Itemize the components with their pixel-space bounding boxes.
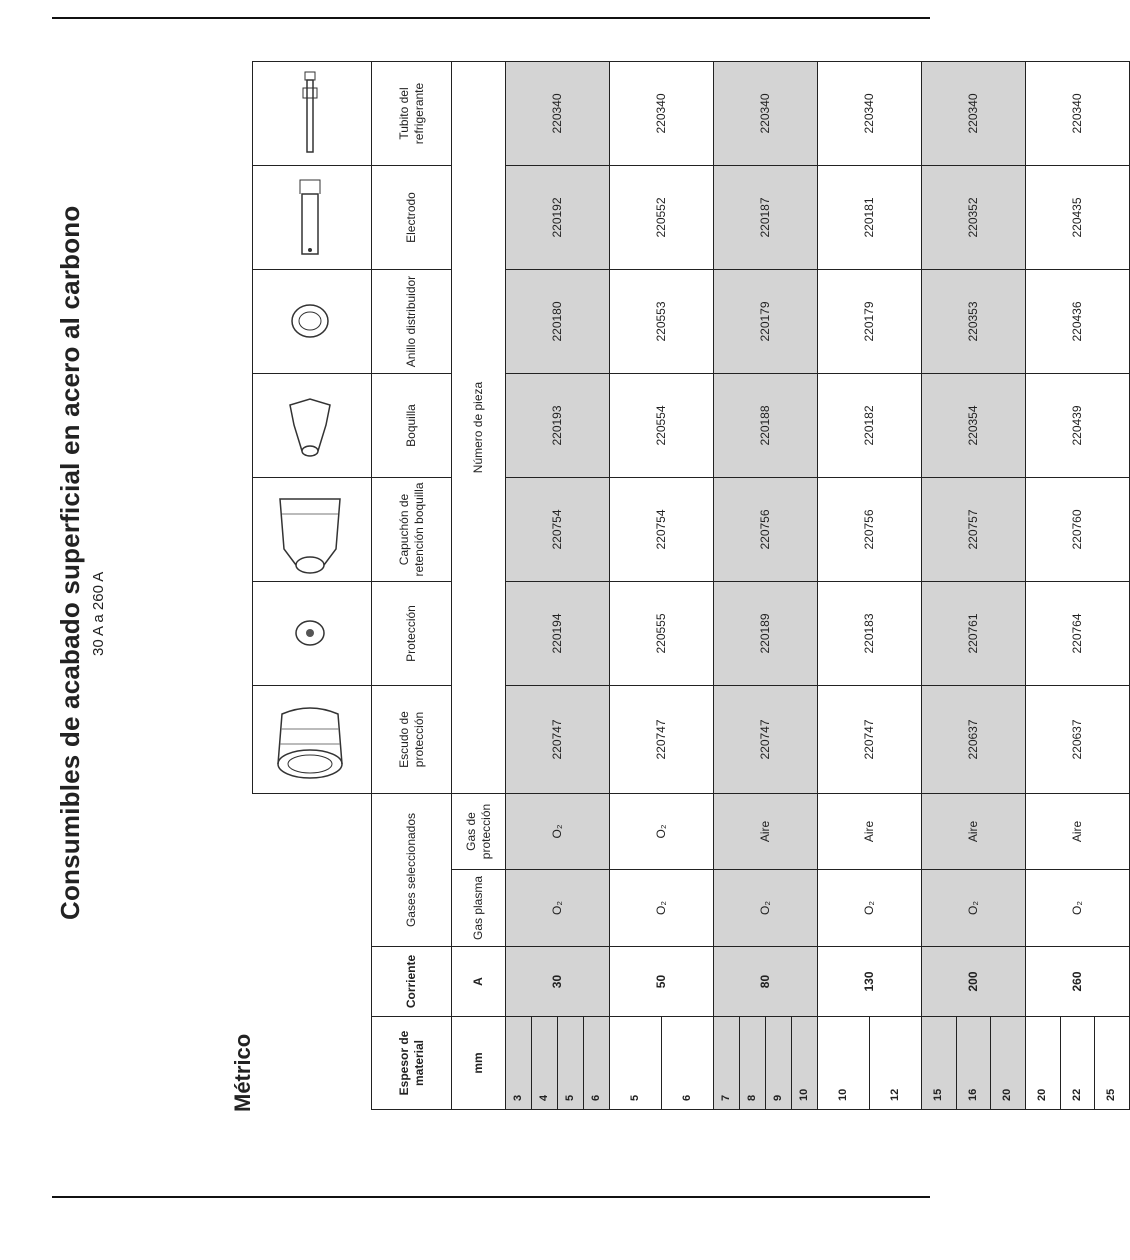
- current-value: 50: [610, 947, 714, 1017]
- bottom-rule: [52, 1196, 930, 1198]
- shield-gas-value: Aire: [818, 794, 922, 870]
- plasma-gas-value: O₂: [922, 870, 1026, 947]
- part-number: 220179: [818, 270, 922, 374]
- shield-cap-image: [253, 686, 372, 794]
- current-value: 130: [818, 947, 922, 1017]
- shield-gas-value: Aire: [714, 794, 818, 870]
- boquilla-icon: [280, 386, 340, 466]
- plasma-gas-value: O₂: [506, 870, 610, 947]
- a-header: A: [452, 947, 506, 1017]
- part-number: 220747: [818, 686, 922, 794]
- part-number: 220747: [506, 686, 610, 794]
- part-number: 220340: [610, 62, 714, 166]
- escudo-icon: [270, 695, 350, 785]
- current-value: 30: [506, 947, 610, 1017]
- top-rule: [52, 17, 930, 19]
- part-number: 220764: [1026, 582, 1130, 686]
- plasma-gas-value: O₂: [714, 870, 818, 947]
- part-number: 220435: [1026, 166, 1130, 270]
- tubito-header: Tubito del refrigerante: [372, 62, 452, 166]
- thickness-cell: [922, 1017, 1026, 1110]
- thickness-value: 16: [956, 1017, 991, 1109]
- part-number: 220340: [818, 62, 922, 166]
- part-number: 220183: [818, 582, 922, 686]
- thickness-value: 25: [1094, 1017, 1129, 1109]
- coolant-tube-image: [253, 62, 372, 166]
- espesor-header: Espesor de material: [372, 1017, 452, 1110]
- current-value: 200: [922, 947, 1026, 1017]
- capuchon-header: Capuchón de retención boquilla: [372, 478, 452, 582]
- thickness-value: 5: [628, 1094, 641, 1101]
- thickness-value: 12: [869, 1017, 921, 1109]
- tubito-icon: [295, 69, 325, 159]
- capuchon-icon: [270, 480, 350, 580]
- part-number: 220761: [922, 582, 1026, 686]
- part-number: 220340: [714, 62, 818, 166]
- electrode-image: [253, 166, 372, 270]
- numero-pieza-header: Número de pieza: [452, 62, 506, 794]
- proteccion-header: Protección: [372, 582, 452, 686]
- consumables-table: [252, 61, 1130, 1110]
- header-row-2: [452, 62, 506, 1110]
- part-number: 220180: [506, 270, 610, 374]
- gas-proteccion-header: Gas de protección: [452, 794, 506, 870]
- image-row: [253, 62, 372, 1110]
- part-number: 220436: [1026, 270, 1130, 374]
- current-group-row: [818, 62, 922, 1110]
- part-number: 220353: [922, 270, 1026, 374]
- gases-header: Gases seleccionados: [372, 794, 452, 947]
- thickness-value: 15: [931, 1088, 944, 1101]
- header-row-1: [372, 62, 452, 1110]
- section-label: Métrico: [230, 1033, 255, 1112]
- part-number: 220352: [922, 166, 1026, 270]
- part-number: 220340: [1026, 62, 1130, 166]
- shield-gas-value: O₂: [610, 794, 714, 870]
- part-number: 220756: [818, 478, 922, 582]
- part-number: 220354: [922, 374, 1026, 478]
- thickness-value: 10: [791, 1017, 817, 1109]
- electrodo-header: Electrodo: [372, 166, 452, 270]
- thickness-value: 10: [836, 1088, 849, 1101]
- part-number: 220754: [506, 478, 610, 582]
- part-number: 220439: [1026, 374, 1130, 478]
- mm-header: mm: [452, 1017, 506, 1110]
- thickness-cell: [714, 1017, 818, 1110]
- part-number: 220189: [714, 582, 818, 686]
- part-number: 220757: [922, 478, 1026, 582]
- shield-gas-value: O₂: [506, 794, 610, 870]
- part-number: 220554: [610, 374, 714, 478]
- thickness-cell: [506, 1017, 610, 1110]
- proteccion-icon: [290, 604, 330, 664]
- thickness-cell: [610, 1017, 714, 1110]
- part-number: 220193: [506, 374, 610, 478]
- thickness-value: 20: [1035, 1088, 1048, 1101]
- part-number: 220747: [610, 686, 714, 794]
- part-number: 220637: [1026, 686, 1130, 794]
- thickness-value: 6: [661, 1017, 713, 1109]
- shield-image: [253, 582, 372, 686]
- current-group-row: [1026, 62, 1130, 1110]
- gas-plasma-header: Gas plasma: [452, 870, 506, 947]
- part-number: 220194: [506, 582, 610, 686]
- part-number: 220181: [818, 166, 922, 270]
- page-title: Consumibles de acabado superficial en acero al carbono: [55, 205, 85, 920]
- anillo-icon: [280, 297, 340, 347]
- thickness-value: 6: [583, 1017, 609, 1109]
- plasma-gas-value: O₂: [818, 870, 922, 947]
- part-number: 220756: [714, 478, 818, 582]
- thickness-value: 5: [557, 1017, 583, 1109]
- current-group-row: [610, 62, 714, 1110]
- part-number: 220754: [610, 478, 714, 582]
- thickness-value: 4: [531, 1017, 557, 1109]
- thickness-value: 3: [511, 1094, 524, 1101]
- part-number: 220747: [714, 686, 818, 794]
- thickness-value: 9: [765, 1017, 791, 1109]
- shield-gas-value: Aire: [922, 794, 1026, 870]
- plasma-gas-value: O₂: [1026, 870, 1130, 947]
- thickness-value: 22: [1060, 1017, 1095, 1109]
- part-number: 220340: [506, 62, 610, 166]
- part-number: 220760: [1026, 478, 1130, 582]
- thickness-value: 20: [990, 1017, 1025, 1109]
- plasma-gas-value: O₂: [610, 870, 714, 947]
- thickness-value: 8: [739, 1017, 765, 1109]
- part-number: 220637: [922, 686, 1026, 794]
- part-number: 220187: [714, 166, 818, 270]
- thickness-cell: [818, 1017, 922, 1110]
- part-number: 220188: [714, 374, 818, 478]
- part-number: 220555: [610, 582, 714, 686]
- nozzle-image: [253, 374, 372, 478]
- electrodo-icon: [290, 173, 330, 263]
- part-number: 220552: [610, 166, 714, 270]
- retaining-cap-image: [253, 478, 372, 582]
- boquilla-header: Boquilla: [372, 374, 452, 478]
- part-number: 220182: [818, 374, 922, 478]
- current-value: 80: [714, 947, 818, 1017]
- rotated-page-content: [52, 40, 1118, 1140]
- escudo-header: Escudo de protección: [372, 686, 452, 794]
- page-subtitle: 30 A a 260 A: [90, 571, 107, 656]
- part-number: 220192: [506, 166, 610, 270]
- current-group-row: [506, 62, 610, 1110]
- part-number: 220553: [610, 270, 714, 374]
- corriente-header: Corriente: [372, 947, 452, 1017]
- part-number: 220340: [922, 62, 1026, 166]
- part-number: 220179: [714, 270, 818, 374]
- anillo-header: Anillo distribuidor: [372, 270, 452, 374]
- shield-gas-value: Aire: [1026, 794, 1130, 870]
- current-group-row: [922, 62, 1026, 1110]
- thickness-value: 7: [719, 1094, 732, 1101]
- thickness-cell: [1026, 1017, 1130, 1110]
- current-group-row: [714, 62, 818, 1110]
- swirl-ring-image: [253, 270, 372, 374]
- current-value: 260: [1026, 947, 1130, 1017]
